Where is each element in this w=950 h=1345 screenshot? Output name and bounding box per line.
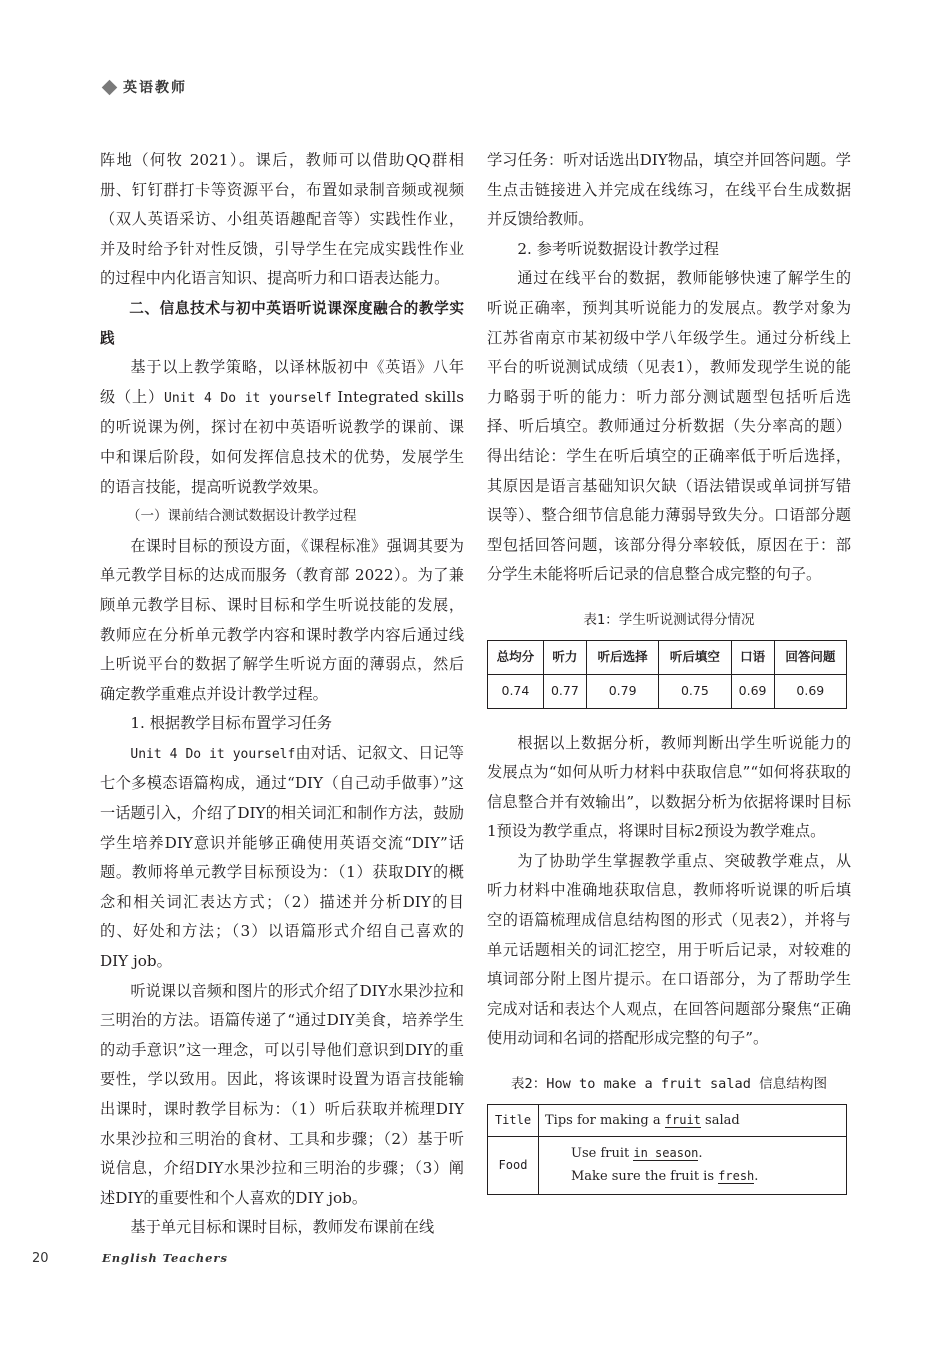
line1-post: . (698, 1146, 703, 1162)
value-cell: 0.74 (488, 674, 544, 708)
p4-post: 由对话、记叙文、日记等七个多模态语篇构成，通过“DIY（自己动手做事）”这一话题引入，介绍了DIY的相关词汇和制作方法，鼓励学生培养DIY意识并能够正确使用英语交流“DIY”话题。教师将单元教学目标预设为：（1）获取DIY的概念和相关词汇表达方式；（2）描述并分析DIY的目的、好处和方法；（3）以语篇形式介绍自己喜欢的DIY job。 (100, 743, 464, 971)
left-paragraph-2 (100, 353, 464, 502)
title-content (539, 1104, 847, 1137)
left-paragraph-5: 听说课以音频和图片的形式介绍了DIY水果沙拉和三明治的方法。语篇传递了“通过DIY美食，培养学生的动手意识”这一理念，可以引导他们意识到DIY的重要性，学以致用。因此，将该课时设置为语言技能输出课时，课时教学目标为：（1）听后获取并梳理DIY水果沙拉和三明治的食材、工具和步骤；（2）基于听说信息，介绍DIY水果沙拉和三明治的步骤；（3）阐述DIY的重要性和个人喜欢的DIY job。 (100, 981, 464, 1207)
left-paragraph-1: 阵地（何牧 2021）。课后，教师可以借助QQ群相册、钉钉群打卡等资源平台，布置如录制音频或视频（双人英语采访、小组英语趣配音等）实践性作业，并及时给予针对性反馈，引导学生在完成实践性作业的过程中内化语言知识、提高听力和口语表达能力。 (100, 151, 464, 288)
p2-pre: 基于以上教学策略，以译林版初中《英语》八年级（上） (100, 358, 464, 406)
value-cell: 0.77 (543, 674, 586, 708)
value-cell: 0.79 (586, 674, 658, 708)
line1-pre: Use fruit (571, 1146, 634, 1162)
value-cell: 0.69 (731, 674, 774, 708)
title-label: Title (488, 1104, 539, 1137)
header-cell: 听后填空 (659, 640, 731, 674)
left-paragraph-4 (100, 739, 464, 977)
header-cell: 口语 (731, 640, 774, 674)
table-header-row (488, 640, 847, 674)
page-number: 20 (32, 1251, 49, 1266)
diamond-icon (102, 79, 118, 95)
section-heading-2: 二、信息技术与初中英语听说课深度融合的教学实践 (100, 299, 464, 347)
value-cell: 0.69 (774, 674, 846, 708)
right-paragraph-4: 为了协助学生掌握教学重点、突破教学难点，从听力材料中准确地获取信息，教师将听说课的听后填空的语篇梳理成信息结构图的形式（见表2），并将与单元话题相关的词汇挖空，用于听后记录，对较难的填词部分附上图片提示。在口语部分，为了帮助学生完成对话和表达个人观点，在回答问题部分聚焦“正确使用动词和名词的搭配形成完整的句子”。 (487, 851, 851, 1048)
value-cell: 0.75 (659, 674, 731, 708)
p4-unit: Unit 4 Do it yourself (130, 746, 296, 762)
table2-caption: 表2：How to make a fruit salad 信息结构图 (510, 1076, 828, 1093)
score-table (487, 640, 847, 709)
right-paragraph-1: 学习任务：听对话选出DIY物品，填空并回答问题。学生点击链接进入并完成在线练习，在线平台生成数据并反馈给教师。 (487, 151, 851, 229)
food-line-2 (571, 1165, 846, 1188)
journal-name: 英语教师 (123, 80, 187, 96)
table1-caption: 表1：学生听说测试得分情况 (583, 611, 755, 628)
food-line-1 (571, 1142, 846, 1165)
left-column (100, 146, 464, 1243)
line2-blank: fresh (718, 1169, 755, 1184)
left-paragraph-3: 在课时目标的预设方面，《课程标准》强调其要为单元教学目标的达成而服务（教育部 2022）。为了兼顾单元教学目标、课时目标和学生听说技能的发展，教师应在分析单元教学内容和课时教学内容后通过线上听说平台的数据了解学生听说方面的薄弱点，然后确定教学重难点并设计教学过程。 (100, 536, 464, 703)
journal-english-name: English Teachers (102, 1251, 228, 1265)
subheading-2: 2. 参考听说数据设计教学过程 (517, 239, 719, 258)
title-pre: Tips for making a (545, 1112, 665, 1128)
right-paragraph-3: 根据以上数据分析，教师判断出学生听说能力的发展点为“如何从听力材料中获取信息”“如何将获取的信息整合并有效输出”，以数据分析为依据将课时目标1预设为教学重点，将课时目标2预设为教学难点。 (487, 733, 851, 841)
subsection-heading-1: （一）课前结合测试数据设计教学过程 (127, 508, 357, 525)
table-row (488, 1137, 847, 1195)
line1-blank: in season (633, 1146, 699, 1161)
structure-table (487, 1104, 847, 1196)
running-header (100, 76, 187, 98)
line2-pre: Make sure the fruit is (571, 1169, 719, 1185)
food-content (539, 1137, 847, 1195)
right-column (487, 146, 851, 1195)
p2-post: Integrated skills的听说课为例，探讨在初中英语听说教学的课前、课中和课后阶段，如何发挥信息技术的优势，发展学生的语言技能，提高听说教学效果。 (100, 387, 464, 496)
left-paragraph-6: 基于单元目标和课时目标，教师发布课前在线 (130, 1218, 435, 1237)
line2-post: . (754, 1169, 759, 1185)
header-cell: 听力 (543, 640, 586, 674)
right-paragraph-2: 通过在线平台的数据，教师能够快速了解学生的听说正确率，预判其听说能力的发展点。教学对象为江苏省南京市某初级中学八年级学生。通过分析线上平台的听说测试成绩（见表1），教师发现学生说的能力略弱于听的能力：听力部分测试题型包括听后选择、听后填空。教师通过分析数据（失分率高的题）得出结论：学生在听后填空的正确率低于听后选择，其原因是语言基础知识欠缺（语法错误或单词拼写错误等）、整合细节信息能力薄弱导致失分。口语部分题型包括回答问题，该部分得分率较低，原因在于：部分学生未能将听后记录的信息整合成完整的句子。 (487, 269, 851, 584)
header-cell: 总均分 (488, 640, 544, 674)
food-label: Food (488, 1137, 539, 1195)
table-row (488, 1104, 847, 1137)
header-cell: 听后选择 (586, 640, 658, 674)
p2-unit: Unit 4 Do it yourself (164, 390, 332, 406)
title-post: salad (700, 1112, 740, 1128)
subheading-1: 1. 根据教学目标布置学习任务 (130, 714, 332, 733)
title-blank: fruit (664, 1112, 701, 1127)
table-row (488, 674, 847, 708)
header-cell: 回答问题 (774, 640, 846, 674)
